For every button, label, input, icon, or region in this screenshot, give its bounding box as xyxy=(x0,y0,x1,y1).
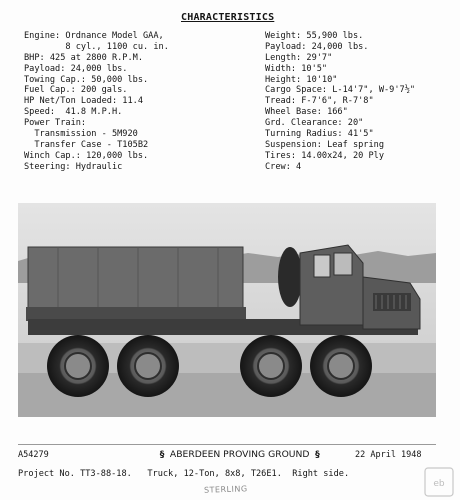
negative-number: A54279 xyxy=(18,450,49,460)
location-line xyxy=(157,449,322,460)
location-text: ABERDEEN PROVING GROUND xyxy=(169,449,310,460)
spec-line: Crew: 4 xyxy=(265,161,302,172)
spec-line: Speed: 41.8 M.P.H. xyxy=(24,107,123,118)
spec-line: Turning Radius: 41'5" xyxy=(265,129,374,140)
spec-line: Length: 29'7" xyxy=(265,52,333,63)
photo-caption: Project No. TT3-88-18. Truck, 12-Ton, 8x8, T26E1. Right side. xyxy=(18,469,350,479)
truck-photo xyxy=(18,203,436,417)
spec-line: Grd. Clearance: 20" xyxy=(265,118,364,129)
spec-line: Cargo Space: L-14'7", W-9'7½" xyxy=(265,85,416,96)
spec-line: Weight: 55,900 lbs. xyxy=(265,31,364,41)
spec-line: Suspension: Leaf spring xyxy=(265,139,384,150)
spec-line: Power Train: xyxy=(24,118,87,129)
spec-line: Transmission - 5M920 xyxy=(24,129,138,140)
spec-line: Fuel Cap.: 200 gals. xyxy=(24,85,128,96)
photo-date: 22 April 1948 xyxy=(355,450,422,460)
spec-line: Wheel Base: 166" xyxy=(265,107,348,118)
svg-text:eb: eb xyxy=(433,479,445,489)
spec-line: Tread: F-7'6", R-7'8" xyxy=(265,96,374,107)
spec-line: Payload: 24,000 lbs. xyxy=(24,63,128,74)
characteristics-heading: CHARACTERISTICS xyxy=(181,12,275,23)
spec-line: Width: 10'5" xyxy=(265,63,328,74)
spec-line: BHP: 425 at 2800 R.P.M. xyxy=(24,52,143,63)
handwritten-stamp: STERLING xyxy=(203,484,248,495)
specs-right-column xyxy=(265,31,455,173)
ordnance-bomb-icon: § xyxy=(315,449,320,460)
spec-line: Transfer Case - T105B2 xyxy=(24,139,149,150)
spec-line: Towing Cap.: 50,000 lbs. xyxy=(24,74,149,85)
spec-line: Steering: Hydraulic xyxy=(24,161,123,172)
spec-line: Tires: 14.00x24, 20 Ply xyxy=(265,150,384,161)
spec-line: Engine: Ordnance Model GAA, xyxy=(24,31,164,41)
spec-line: Winch Cap.: 120,000 lbs. xyxy=(24,150,149,161)
spec-line: Payload: 24,000 lbs. xyxy=(265,41,369,52)
specs-left-column xyxy=(24,31,259,173)
ebay-watermark-icon xyxy=(424,467,454,501)
spec-line: Height: 10'10" xyxy=(265,74,338,85)
ordnance-bomb-icon: § xyxy=(159,449,165,460)
footer-divider xyxy=(18,444,436,445)
spec-line: 8 cyl., 1100 cu. in. xyxy=(24,41,169,52)
spec-line: HP Net/Ton Loaded: 11.4 xyxy=(24,96,143,107)
